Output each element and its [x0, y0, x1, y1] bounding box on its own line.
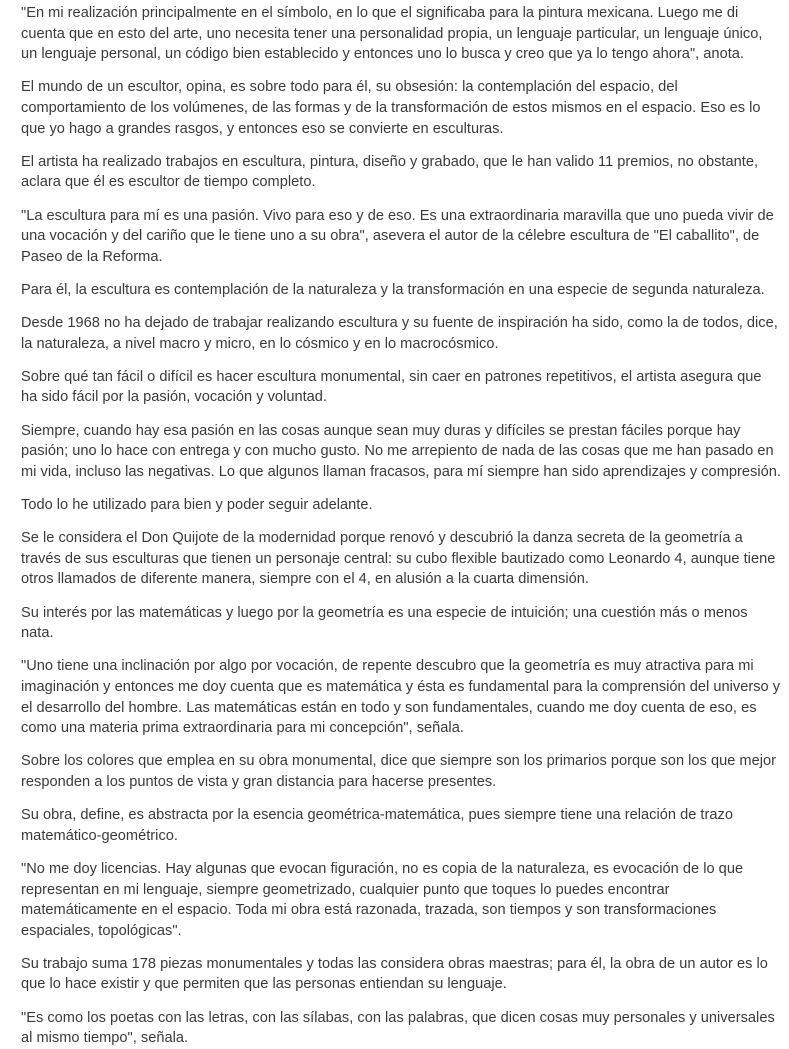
paragraph: Para él, la escultura es contemplación de la naturaleza y la transformación en una especie de segunda naturaleza. — [21, 281, 765, 298]
paragraph: Su interés por las matemáticas y luego por la geometría es una especie de intuición; una cuestión más o menos nata. — [21, 604, 748, 642]
paragraph: El mundo de un escultor, opina, es sobre todo para él, su obsesión: la contemplación del espacio, del comportamiento de los volúmenes, de las formas y de la transformación de estos mismos en el espacio. Eso es lo que yo hago a grandes rasgos, y entonces eso se convierte en esculturas. — [21, 79, 761, 137]
paragraph: Su trabajo suma 178 piezas monumentales y todas las considera obras maestras; para él, la obra de un autor es lo que lo hace existir y que permiten que las personas entiendan su lenguaje. — [21, 955, 768, 993]
paragraph: "En mi realización principalmente en el símbolo, en lo que el significaba para la pintura mexicana. Luego me di cuenta que en esto del arte, uno necesita tener una personalidad propia, un lenguaje particular, un lenguaje único, un lenguaje personal, un código bien establecido y entonces uno lo busca y creo que ya lo tengo ahora", anota. — [21, 5, 763, 63]
paragraph: "Uno tiene una inclinación por algo por vocación, de repente descubro que la geometría es muy atractiva para mi imaginación y entonces me doy cuenta que es matemática y ésta es fundamental para la comprensión del universo y el desarrollo del hombre. Las matemáticas están en todo y son fundamentales, cuando me doy cuenta de eso, es como una materia prima extraordinaria para mi concepción", señala. — [21, 658, 781, 737]
paragraph: Desde 1968 no ha dejado de trabajar realizando escultura y su fuente de inspiración ha sido, como la de todos, dice, la naturaleza, a nivel macro y micro, en lo cósmico y en lo macrocósmico. — [21, 315, 778, 352]
paragraph: Su obra, define, es abstracta por la esencia geométrica-matemática, pues siempre tiene una relación de trazo matemático-geométrico. — [21, 807, 733, 844]
paragraph: Siempre, cuando hay esa pasión en las cosas aunque sean muy duras y difíciles se prestan fáciles porque hay pasión; uno lo hace con entrega y con mucho gusto. No me arrepiento de nada de las cosas que me han pasado en mi vida, incluso las negativas. Lo que algunos llaman fracasos, para mí siempre han sido aprendizajes y compresión. — [21, 422, 781, 480]
paragraph: Todo lo he utilizado para bien y poder seguir adelante. — [21, 497, 373, 514]
paragraph: Sobre los colores que emplea en su obra monumental, dice que siempre son los primarios porque son los que mejor responden a los puntos de vista y gran distancia para hacerse presentes. — [21, 753, 777, 790]
paragraph: "Es como los poetas con las letras, con las sílabas, con las palabras, que dicen cosas muy personales y universales al mismo tiempo", señala. — [21, 1009, 775, 1047]
paragraph: El artista ha realizado trabajos en escultura, pintura, diseño y grabado, que le han valido 11 premios, no obstante, aclara que él es escultor de tiempo completo. — [21, 153, 759, 191]
paragraph: Se le considera el Don Quijote de la modernidad porque renovó y descubrió la danza secreta de la geometría a través de sus esculturas que tienen un personaje central: su cubo flexible bautizado como Leonardo 4, aunque tiene otros llamados de diferente manera, siempre con el 4, en alusión a la cuarta dimensión. — [21, 530, 776, 588]
paragraph: "No me doy licencias. Hay algunas que evocan figuración, no es copia de la naturaleza, es evocación de lo que representan en mi lenguaje, siempre geometrizado, cualquier punto que toques lo puedes encontrar matemáticamente en el espacio. Toda mi obra está razonada, trazada, son tiempos y son transformaciones espaciales, topológicas". — [21, 860, 744, 939]
paragraph: "La escultura para mí es una pasión. Vivo para eso y de eso. Es una extraordinaria maravilla que uno pueda vivir de una vocación y del cariño que le tiene uno a su obra", asevera el autor de la célebre escultura de "El caballito", de Paseo de la Reforma. — [21, 207, 774, 265]
paragraph: Sobre qué tan fácil o difícil es hacer escultura monumental, sin caer en patrones repetitivos, el artista asegura que ha sido fácil por la pasión, vocación y voluntad. — [21, 368, 762, 406]
